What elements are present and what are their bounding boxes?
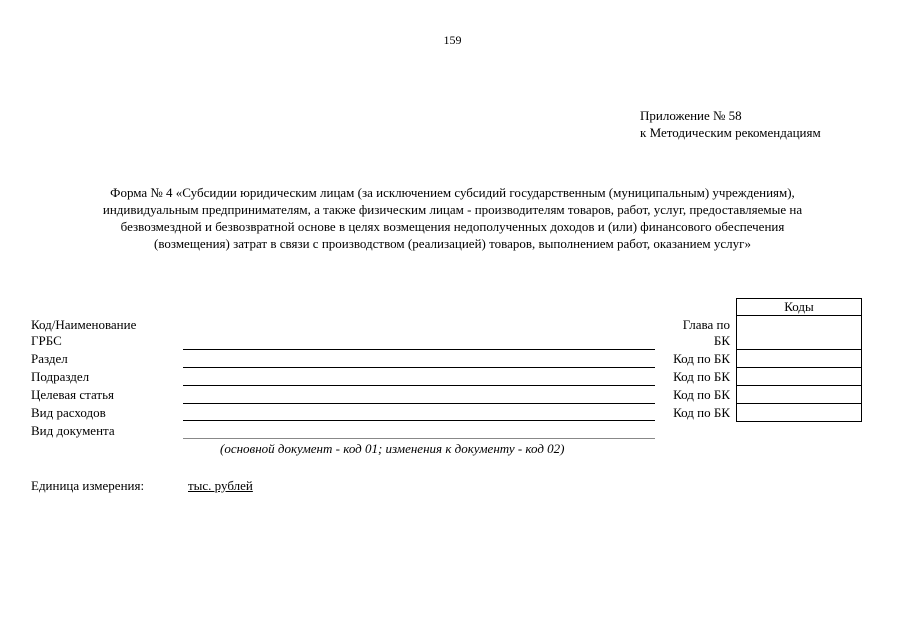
expense-code-cell[interactable] <box>736 403 862 422</box>
form-title-line: безвозмездной и безвозвратной основе в целях возмещения недополученных доходов и (или) финансового обеспечения <box>120 219 785 234</box>
target-label: Целевая статья <box>31 387 115 402</box>
grbs-label-line2: ГРБС <box>31 333 62 348</box>
grbs-code-label-line2: БК <box>713 333 730 348</box>
codes-header: Коды <box>736 298 862 316</box>
appendix-subtitle: к Методическим рекомендациям <box>640 125 821 140</box>
subsection-line[interactable] <box>183 385 655 386</box>
grbs-label-line1: Код/Наименование <box>31 317 137 332</box>
doc-type-line[interactable] <box>183 438 655 439</box>
section-code-cell[interactable] <box>736 349 862 368</box>
grbs-code-cell[interactable] <box>736 315 862 350</box>
section-code-label: Код по БК <box>673 351 730 366</box>
section-label: Раздел <box>31 351 68 366</box>
grbs-name-line[interactable] <box>183 349 655 350</box>
section-line[interactable] <box>183 367 655 368</box>
form-title-line: Форма № 4 «Субсидии юридическим лицам (за исключением субсидий государственным (муниципальным) учреждениям), <box>110 185 795 200</box>
doc-type-note: (основной документ - код 01; изменения к документу - код 02) <box>220 441 565 456</box>
target-code-cell[interactable] <box>736 385 862 404</box>
appendix-title: Приложение № 58 <box>640 108 742 123</box>
subsection-code-label: Код по БК <box>673 369 730 384</box>
expense-label: Вид расходов <box>31 405 106 420</box>
subsection-label: Подраздел <box>31 369 90 384</box>
page-number: 159 <box>443 33 462 47</box>
doc-type-label: Вид документа <box>31 423 115 438</box>
target-line[interactable] <box>183 403 655 404</box>
expense-line[interactable] <box>183 420 655 421</box>
unit-label: Единица измерения: <box>31 478 145 493</box>
unit-value: тыс. рублей <box>188 478 253 493</box>
grbs-code-label-line1: Глава по <box>682 317 730 332</box>
target-code-label: Код по БК <box>673 387 730 402</box>
form-title <box>20 184 885 252</box>
form-title-line: (возмещения) затрат в связи с производством (реализацией) товаров, выполнением работ, оказанием услуг» <box>154 236 751 251</box>
expense-code-label: Код по БК <box>673 405 730 420</box>
subsection-code-cell[interactable] <box>736 367 862 386</box>
form-title-line: индивидуальным предпринимателям, а также физическим лицам - производителям товаров, работ, услуг, предоставляемые на <box>102 202 803 217</box>
